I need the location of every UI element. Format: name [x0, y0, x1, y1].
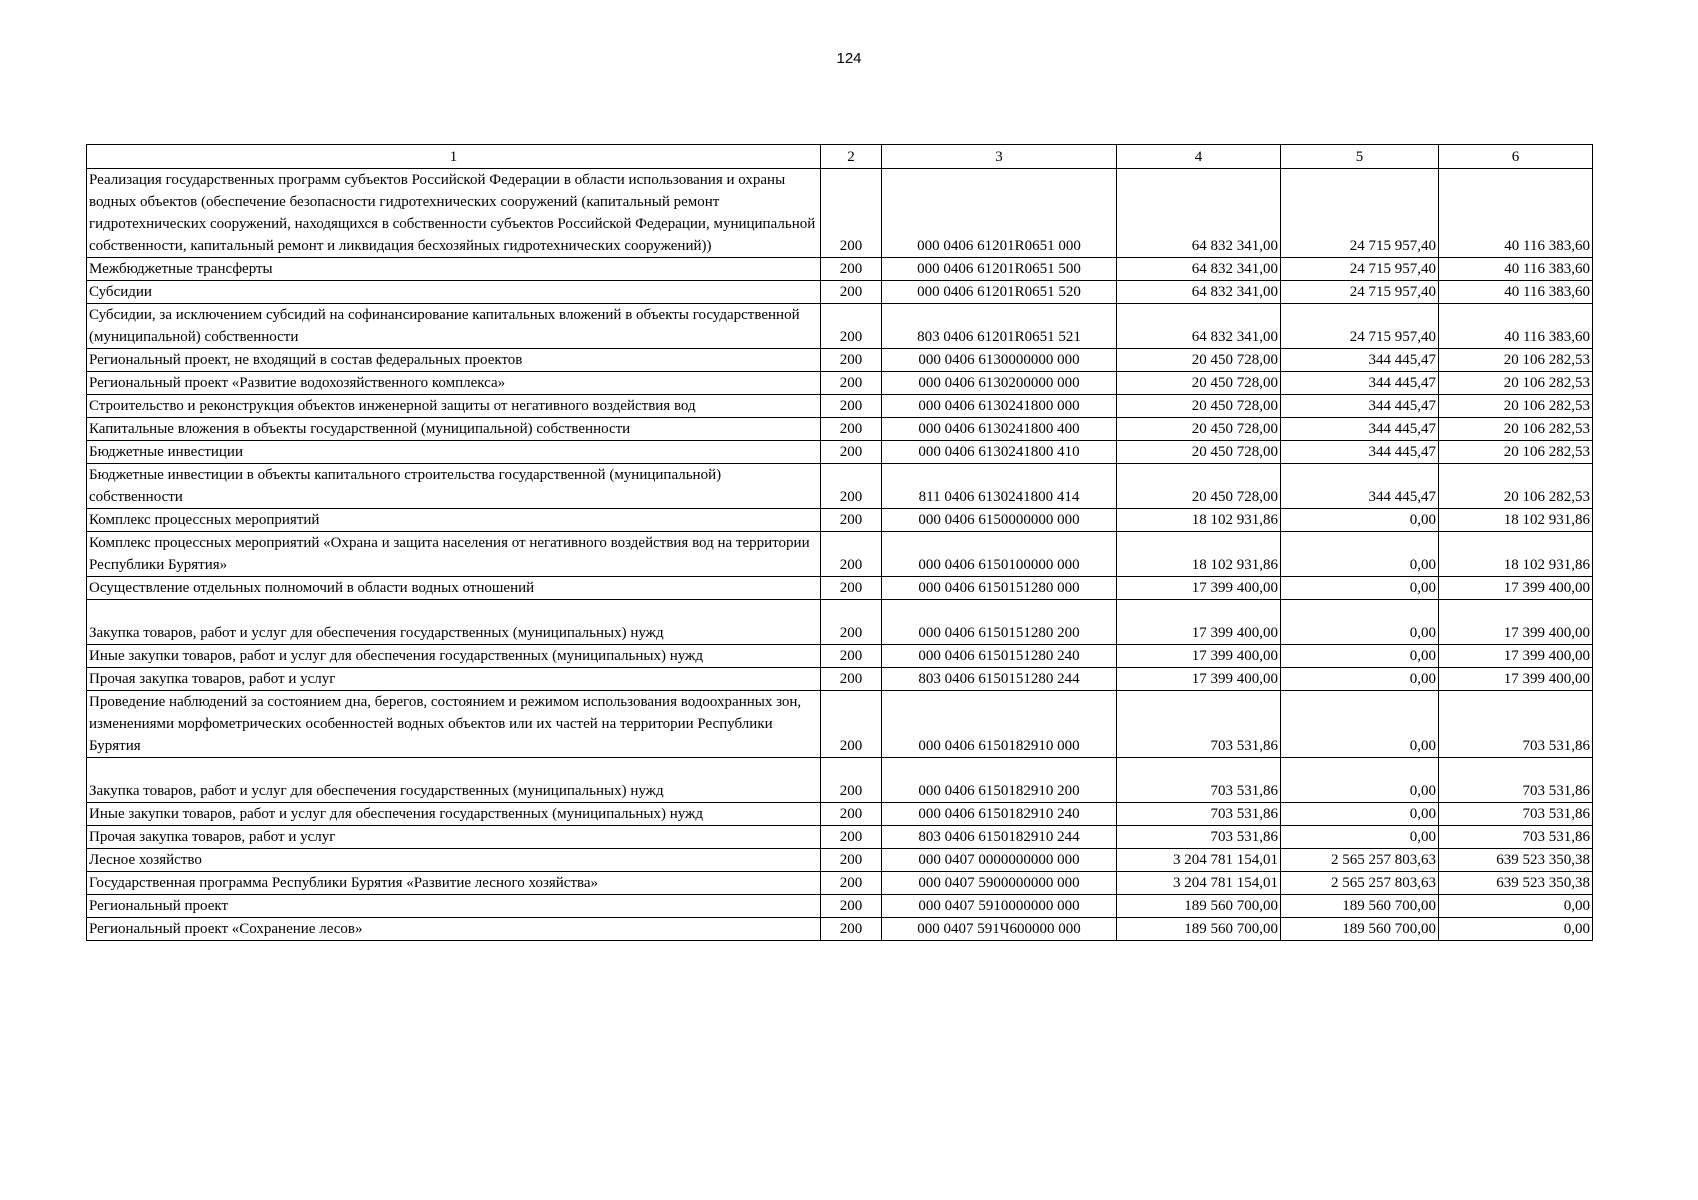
- table-row: [87, 372, 1593, 395]
- row-executed-amount: 0,00: [1281, 600, 1439, 645]
- row-admin-code: 200: [821, 509, 882, 532]
- row-approved-amount: 18 102 931,86: [1117, 532, 1281, 577]
- row-executed-amount: 0,00: [1281, 668, 1439, 691]
- row-executed-amount: 0,00: [1281, 758, 1439, 803]
- row-budget-code: 000 0406 6150151280 000: [882, 577, 1117, 600]
- row-approved-amount: 189 560 700,00: [1117, 895, 1281, 918]
- table-row: [87, 258, 1593, 281]
- row-admin-code: 200: [821, 645, 882, 668]
- row-budget-code: 000 0406 6130000000 000: [882, 349, 1117, 372]
- row-name: Закупка товаров, работ и услуг для обеспечения государственных (муниципальных) нужд: [87, 600, 821, 645]
- row-approved-amount: 18 102 931,86: [1117, 509, 1281, 532]
- table-row: [87, 849, 1593, 872]
- budget-table: [86, 144, 1593, 941]
- row-remaining-amount: 17 399 400,00: [1439, 668, 1593, 691]
- row-budget-code: 000 0407 591Ч600000 000: [882, 918, 1117, 941]
- row-budget-code: 000 0406 61201R0651 500: [882, 258, 1117, 281]
- row-remaining-amount: 40 116 383,60: [1439, 281, 1593, 304]
- row-budget-code: 000 0407 5910000000 000: [882, 895, 1117, 918]
- column-header: 5: [1281, 145, 1439, 169]
- row-name: Субсидии, за исключением субсидий на софинансирование капитальных вложений в объекты государственной (муниципальной) собственности: [87, 304, 821, 349]
- row-executed-amount: 344 445,47: [1281, 395, 1439, 418]
- row-approved-amount: 17 399 400,00: [1117, 668, 1281, 691]
- row-name: Капитальные вложения в объекты государственной (муниципальной) собственности: [87, 418, 821, 441]
- row-admin-code: 200: [821, 464, 882, 509]
- row-executed-amount: 0,00: [1281, 691, 1439, 758]
- page-number: 124: [836, 50, 862, 67]
- table-row: [87, 895, 1593, 918]
- row-executed-amount: 0,00: [1281, 645, 1439, 668]
- row-budget-code: 803 0406 6150151280 244: [882, 668, 1117, 691]
- row-name: Государственная программа Республики Бурятия «Развитие лесного хозяйства»: [87, 872, 821, 895]
- row-budget-code: 000 0406 6150182910 240: [882, 803, 1117, 826]
- row-executed-amount: 189 560 700,00: [1281, 895, 1439, 918]
- row-executed-amount: 0,00: [1281, 803, 1439, 826]
- row-budget-code: 000 0406 61201R0651 520: [882, 281, 1117, 304]
- table-row: [87, 600, 1593, 645]
- row-name: Реализация государственных программ субъектов Российской Федерации в области использования и охраны водных объектов (обеспечение безопасности гидротехнических сооружений (капитальный ремонт гидротехнических сооружений, находящихся в собственности субъектов Российской Федерации, муниципальной собственности, капитальный ремонт и ликвидация бесхозяйных гидротехнических сооружений)): [87, 169, 821, 258]
- row-admin-code: 200: [821, 577, 882, 600]
- row-executed-amount: 24 715 957,40: [1281, 281, 1439, 304]
- row-name: Региональный проект: [87, 895, 821, 918]
- table-row: [87, 464, 1593, 509]
- row-budget-code: 803 0406 6150182910 244: [882, 826, 1117, 849]
- row-admin-code: 200: [821, 395, 882, 418]
- row-budget-code: 803 0406 61201R0651 521: [882, 304, 1117, 349]
- row-admin-code: 200: [821, 372, 882, 395]
- row-approved-amount: 703 531,86: [1117, 803, 1281, 826]
- table-row: [87, 281, 1593, 304]
- row-executed-amount: 344 445,47: [1281, 349, 1439, 372]
- row-remaining-amount: 703 531,86: [1439, 758, 1593, 803]
- column-header: 3: [882, 145, 1117, 169]
- row-name: Комплекс процессных мероприятий: [87, 509, 821, 532]
- row-approved-amount: 703 531,86: [1117, 826, 1281, 849]
- row-name: Комплекс процессных мероприятий «Охрана и защита населения от негативного воздействия вод на территории Республики Бурятия»: [87, 532, 821, 577]
- row-budget-code: 000 0407 5900000000 000: [882, 872, 1117, 895]
- row-admin-code: 200: [821, 803, 882, 826]
- row-approved-amount: 17 399 400,00: [1117, 577, 1281, 600]
- row-budget-code: 000 0406 6130241800 000: [882, 395, 1117, 418]
- row-budget-code: 000 0406 6130241800 400: [882, 418, 1117, 441]
- row-remaining-amount: 703 531,86: [1439, 826, 1593, 849]
- row-budget-code: 000 0406 61201R0651 000: [882, 169, 1117, 258]
- column-header: 6: [1439, 145, 1593, 169]
- row-executed-amount: 344 445,47: [1281, 418, 1439, 441]
- row-approved-amount: 20 450 728,00: [1117, 372, 1281, 395]
- row-approved-amount: 17 399 400,00: [1117, 600, 1281, 645]
- table-row: [87, 577, 1593, 600]
- row-remaining-amount: 20 106 282,53: [1439, 395, 1593, 418]
- row-remaining-amount: 703 531,86: [1439, 803, 1593, 826]
- row-executed-amount: 189 560 700,00: [1281, 918, 1439, 941]
- row-budget-code: 000 0406 6150182910 200: [882, 758, 1117, 803]
- table-row: [87, 532, 1593, 577]
- row-approved-amount: 64 832 341,00: [1117, 169, 1281, 258]
- row-admin-code: 200: [821, 895, 882, 918]
- row-admin-code: 200: [821, 304, 882, 349]
- column-header: 2: [821, 145, 882, 169]
- table-row: [87, 418, 1593, 441]
- table-row: [87, 169, 1593, 258]
- table-row: [87, 918, 1593, 941]
- row-executed-amount: 24 715 957,40: [1281, 304, 1439, 349]
- row-admin-code: 200: [821, 418, 882, 441]
- table-row: [87, 509, 1593, 532]
- row-admin-code: 200: [821, 169, 882, 258]
- row-budget-code: 811 0406 6130241800 414: [882, 464, 1117, 509]
- row-remaining-amount: 40 116 383,60: [1439, 258, 1593, 281]
- column-header: 1: [87, 145, 821, 169]
- row-remaining-amount: 703 531,86: [1439, 691, 1593, 758]
- row-approved-amount: 64 832 341,00: [1117, 281, 1281, 304]
- row-admin-code: 200: [821, 281, 882, 304]
- row-approved-amount: 703 531,86: [1117, 758, 1281, 803]
- row-name: Иные закупки товаров, работ и услуг для обеспечения государственных (муниципальных) нужд: [87, 803, 821, 826]
- row-approved-amount: 64 832 341,00: [1117, 304, 1281, 349]
- row-budget-code: 000 0407 0000000000 000: [882, 849, 1117, 872]
- row-name: Региональный проект, не входящий в состав федеральных проектов: [87, 349, 821, 372]
- row-remaining-amount: 18 102 931,86: [1439, 509, 1593, 532]
- row-admin-code: 200: [821, 600, 882, 645]
- row-remaining-amount: 20 106 282,53: [1439, 464, 1593, 509]
- row-executed-amount: 0,00: [1281, 826, 1439, 849]
- row-approved-amount: 64 832 341,00: [1117, 258, 1281, 281]
- row-approved-amount: 20 450 728,00: [1117, 349, 1281, 372]
- row-executed-amount: 344 445,47: [1281, 372, 1439, 395]
- row-approved-amount: 20 450 728,00: [1117, 395, 1281, 418]
- row-budget-code: 000 0406 6130200000 000: [882, 372, 1117, 395]
- row-name: Бюджетные инвестиции в объекты капитального строительства государственной (муниципальной) собственности: [87, 464, 821, 509]
- row-remaining-amount: 40 116 383,60: [1439, 304, 1593, 349]
- row-executed-amount: 2 565 257 803,63: [1281, 849, 1439, 872]
- row-executed-amount: 344 445,47: [1281, 464, 1439, 509]
- row-approved-amount: 17 399 400,00: [1117, 645, 1281, 668]
- row-approved-amount: 189 560 700,00: [1117, 918, 1281, 941]
- row-remaining-amount: 20 106 282,53: [1439, 418, 1593, 441]
- row-name: Региональный проект «Развитие водохозяйственного комплекса»: [87, 372, 821, 395]
- row-admin-code: 200: [821, 258, 882, 281]
- table-row: [87, 691, 1593, 758]
- row-budget-code: 000 0406 6150000000 000: [882, 509, 1117, 532]
- row-name: Межбюджетные трансферты: [87, 258, 821, 281]
- table-row: [87, 758, 1593, 803]
- table-row: [87, 872, 1593, 895]
- row-remaining-amount: 639 523 350,38: [1439, 849, 1593, 872]
- row-name: Лесное хозяйство: [87, 849, 821, 872]
- header-row: [87, 145, 1593, 169]
- row-executed-amount: 0,00: [1281, 532, 1439, 577]
- row-name: Закупка товаров, работ и услуг для обеспечения государственных (муниципальных) нужд: [87, 758, 821, 803]
- row-budget-code: 000 0406 6150182910 000: [882, 691, 1117, 758]
- row-admin-code: 200: [821, 826, 882, 849]
- row-approved-amount: 703 531,86: [1117, 691, 1281, 758]
- table-row: [87, 395, 1593, 418]
- table-row: [87, 304, 1593, 349]
- row-admin-code: 200: [821, 872, 882, 895]
- row-remaining-amount: 17 399 400,00: [1439, 577, 1593, 600]
- row-budget-code: 000 0406 6130241800 410: [882, 441, 1117, 464]
- row-name: Осуществление отдельных полномочий в области водных отношений: [87, 577, 821, 600]
- row-name: Прочая закупка товаров, работ и услуг: [87, 668, 821, 691]
- table-row: [87, 645, 1593, 668]
- row-admin-code: 200: [821, 532, 882, 577]
- row-remaining-amount: 20 106 282,53: [1439, 349, 1593, 372]
- row-admin-code: 200: [821, 349, 882, 372]
- table-row: [87, 668, 1593, 691]
- row-remaining-amount: 0,00: [1439, 895, 1593, 918]
- row-budget-code: 000 0406 6150100000 000: [882, 532, 1117, 577]
- row-remaining-amount: 17 399 400,00: [1439, 645, 1593, 668]
- table-row: [87, 826, 1593, 849]
- row-name: Строительство и реконструкция объектов инженерной защиты от негативного воздействия вод: [87, 395, 821, 418]
- row-executed-amount: 24 715 957,40: [1281, 258, 1439, 281]
- row-remaining-amount: 18 102 931,86: [1439, 532, 1593, 577]
- table-row: [87, 441, 1593, 464]
- row-remaining-amount: 20 106 282,53: [1439, 372, 1593, 395]
- row-remaining-amount: 17 399 400,00: [1439, 600, 1593, 645]
- row-admin-code: 200: [821, 668, 882, 691]
- row-executed-amount: 0,00: [1281, 577, 1439, 600]
- row-admin-code: 200: [821, 758, 882, 803]
- row-admin-code: 200: [821, 918, 882, 941]
- row-remaining-amount: 639 523 350,38: [1439, 872, 1593, 895]
- row-name: Проведение наблюдений за состоянием дна, берегов, состоянием и режимом использования водоохранных зон, изменениями морфометрических особенностей водных объектов или их частей на территории Республики Бурятия: [87, 691, 821, 758]
- row-admin-code: 200: [821, 691, 882, 758]
- row-executed-amount: 2 565 257 803,63: [1281, 872, 1439, 895]
- row-name: Бюджетные инвестиции: [87, 441, 821, 464]
- column-header: 4: [1117, 145, 1281, 169]
- row-name: Субсидии: [87, 281, 821, 304]
- row-admin-code: 200: [821, 849, 882, 872]
- row-name: Региональный проект «Сохранение лесов»: [87, 918, 821, 941]
- row-name: Иные закупки товаров, работ и услуг для обеспечения государственных (муниципальных) нужд: [87, 645, 821, 668]
- row-admin-code: 200: [821, 441, 882, 464]
- row-approved-amount: 3 204 781 154,01: [1117, 849, 1281, 872]
- table-row: [87, 349, 1593, 372]
- row-executed-amount: 24 715 957,40: [1281, 169, 1439, 258]
- row-name: Прочая закупка товаров, работ и услуг: [87, 826, 821, 849]
- row-approved-amount: 3 204 781 154,01: [1117, 872, 1281, 895]
- table-row: [87, 803, 1593, 826]
- row-budget-code: 000 0406 6150151280 200: [882, 600, 1117, 645]
- row-remaining-amount: 0,00: [1439, 918, 1593, 941]
- row-approved-amount: 20 450 728,00: [1117, 418, 1281, 441]
- row-remaining-amount: 40 116 383,60: [1439, 169, 1593, 258]
- row-approved-amount: 20 450 728,00: [1117, 464, 1281, 509]
- row-executed-amount: 0,00: [1281, 509, 1439, 532]
- row-remaining-amount: 20 106 282,53: [1439, 441, 1593, 464]
- row-budget-code: 000 0406 6150151280 240: [882, 645, 1117, 668]
- row-executed-amount: 344 445,47: [1281, 441, 1439, 464]
- row-approved-amount: 20 450 728,00: [1117, 441, 1281, 464]
